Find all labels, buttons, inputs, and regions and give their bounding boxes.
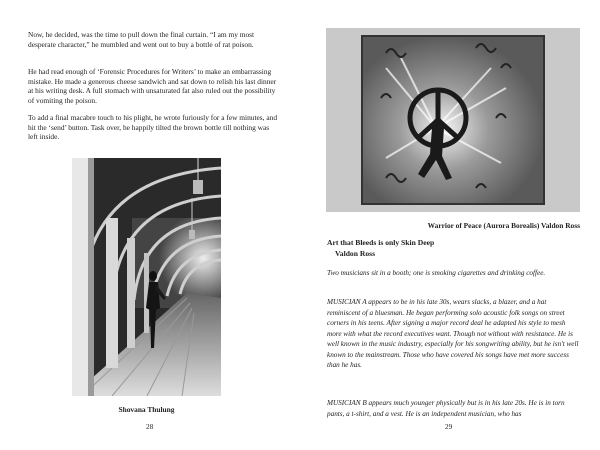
- page-number-left: 28: [146, 423, 154, 431]
- left-paragraph-2: He had read enough of ‘Forensic Procedures for Writers’ to make an embarrassing mistake. He made a generous cheese sandwich and sat down to relish his last dinner at his writing desk. A full stomach with unsaturated fat also ruled out the possibility of vomiting the poison.: [28, 67, 277, 105]
- photo-caption: Shovana Thulung: [118, 405, 175, 414]
- right-paragraph-2: MUSICIAN A appears to be in his late 30s, wears slacks, a blazer, and a hat reminiscent of a bluesman. He began performing solo acoustic folk songs on street corners in his teens. After signing a major record deal he adapted his style to mesh more with what the record executives want. Though not without with resistance. He is well known in the music industry, especially for his songwriting ability, but he isn't well known to the mainstream. Those who have covered his songs have met more success than he has.: [327, 298, 579, 369]
- article-author: Valdon Ross: [335, 249, 376, 258]
- warrior-of-peace-painting: [326, 28, 580, 212]
- page-number-right: 29: [445, 423, 453, 431]
- left-paragraph-3: To add a final macabre touch to his plight, he wrote furiously for a few minutes, and hit the ‘send’ button. Task over, he happily tilted the brown bottle till nothing was left inside.: [28, 113, 278, 142]
- painting-caption: Warrior of Peace (Aurora Borealis) Valdon Ross: [427, 221, 580, 230]
- arcade-corridor-photo: [72, 158, 221, 396]
- right-paragraph-3: MUSICIAN B appears much younger physically but is in his late 20s. He is in torn pants, a t-shirt, and a vest. He is an independent musician, who has: [327, 399, 565, 418]
- right-paragraph-1: Two musicians sit in a booth; one is smoking cigarettes and drinking coffee.: [327, 269, 546, 277]
- left-paragraph-1: Now, he decided, was the time to pull down the final curtain. “I am my most desperate character,” he mumbled and went out to buy a bottle of rat poison.: [28, 30, 255, 49]
- article-title: Art that Bleeds is only Skin Deep: [327, 238, 435, 247]
